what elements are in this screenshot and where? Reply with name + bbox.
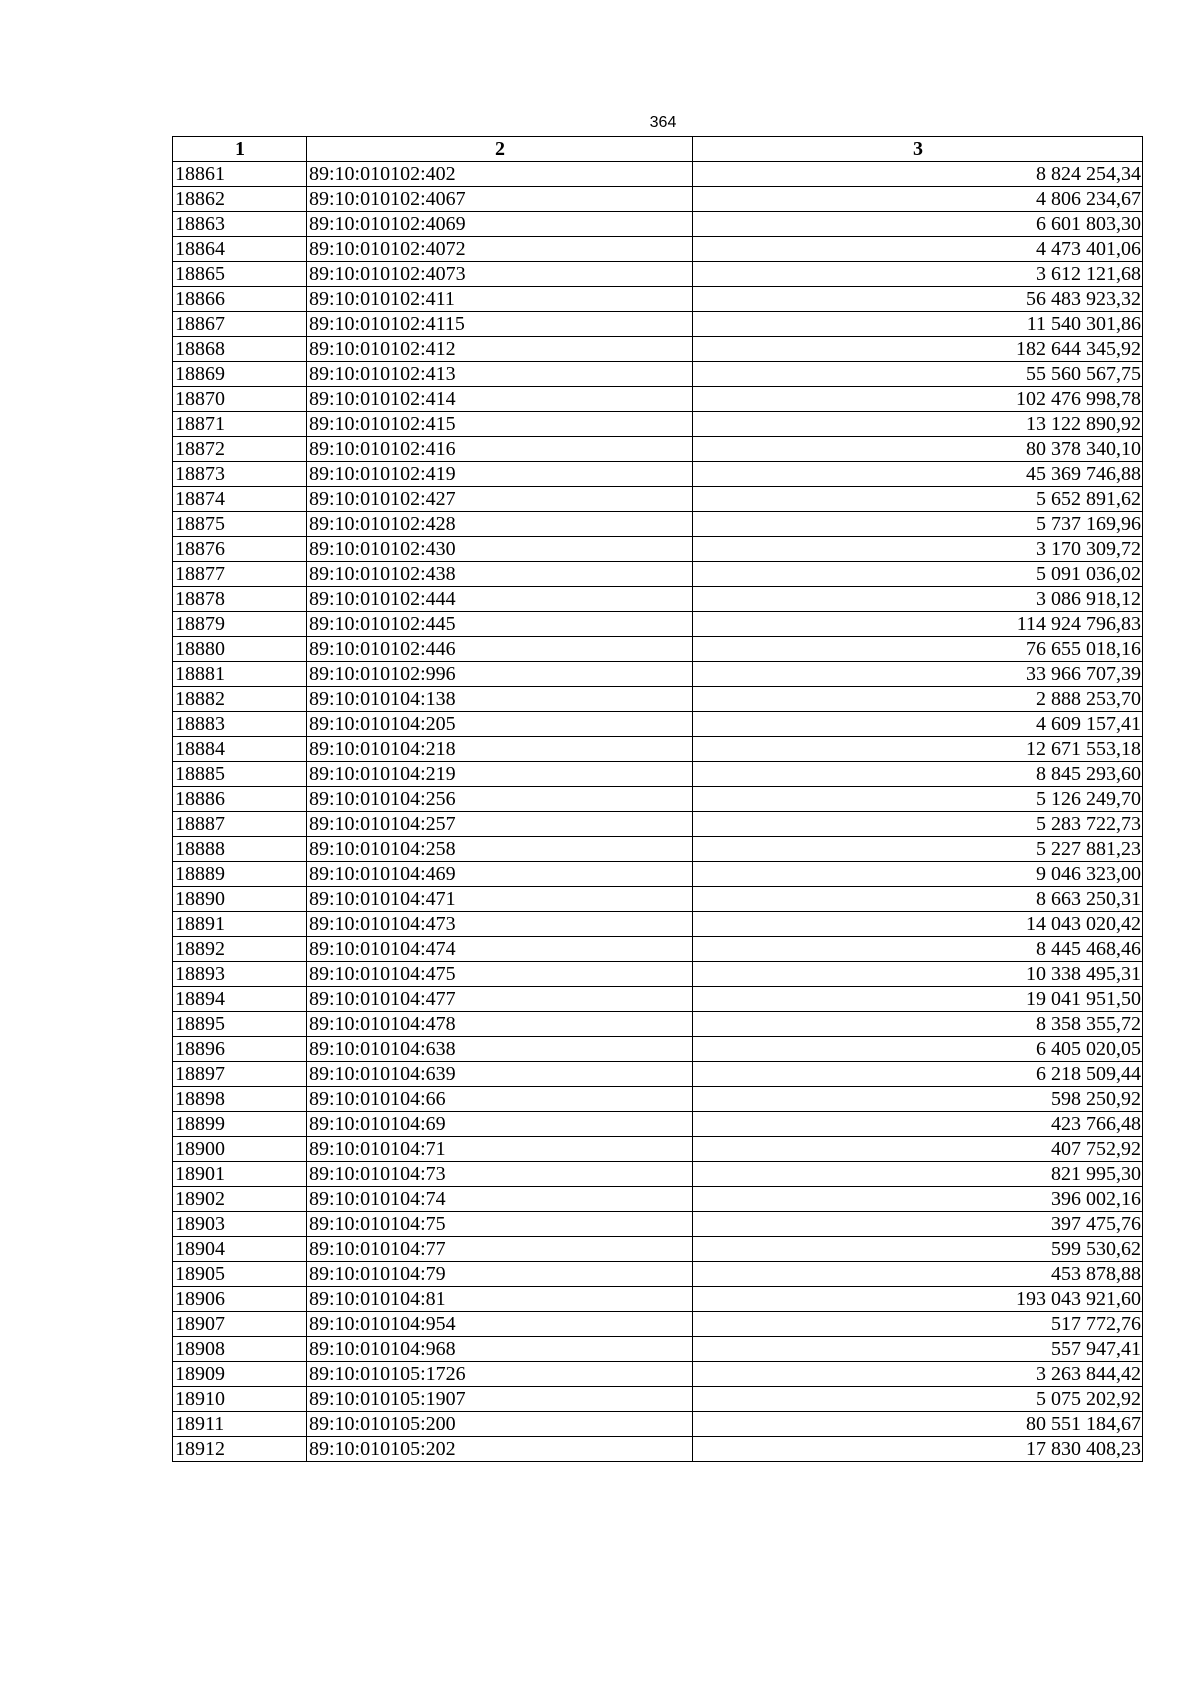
table-row xyxy=(173,1237,1143,1262)
cadastral-number-cell: 89:10:010102:4067 xyxy=(307,187,693,212)
cadastral-number-cell: 89:10:010102:402 xyxy=(307,162,693,187)
row-number-cell: 18897 xyxy=(173,1062,307,1087)
table-row xyxy=(173,762,1143,787)
row-number-cell: 18876 xyxy=(173,537,307,562)
cadastral-number-cell: 89:10:010104:638 xyxy=(307,1037,693,1062)
value-cell: 80 378 340,10 xyxy=(693,437,1143,462)
table-row xyxy=(173,612,1143,637)
table-row xyxy=(173,687,1143,712)
table-row xyxy=(173,1362,1143,1387)
value-cell: 423 766,48 xyxy=(693,1112,1143,1137)
cadastral-number-cell: 89:10:010104:79 xyxy=(307,1262,693,1287)
row-number-cell: 18901 xyxy=(173,1162,307,1187)
table-row xyxy=(173,912,1143,937)
table-row xyxy=(173,737,1143,762)
cadastral-number-cell: 89:10:010104:258 xyxy=(307,837,693,862)
cadastral-number-cell: 89:10:010102:413 xyxy=(307,362,693,387)
row-number-cell: 18910 xyxy=(173,1387,307,1412)
table-row xyxy=(173,312,1143,337)
row-number-cell: 18869 xyxy=(173,362,307,387)
value-cell: 5 126 249,70 xyxy=(693,787,1143,812)
cadastral-number-cell: 89:10:010102:4069 xyxy=(307,212,693,237)
table-row xyxy=(173,1062,1143,1087)
value-cell: 13 122 890,92 xyxy=(693,412,1143,437)
table-row xyxy=(173,862,1143,887)
value-cell: 6 601 803,30 xyxy=(693,212,1143,237)
cadastral-number-cell: 89:10:010104:77 xyxy=(307,1237,693,1262)
value-cell: 598 250,92 xyxy=(693,1087,1143,1112)
value-cell: 8 663 250,31 xyxy=(693,887,1143,912)
row-number-cell: 18877 xyxy=(173,562,307,587)
table-row xyxy=(173,837,1143,862)
cadastral-number-cell: 89:10:010105:200 xyxy=(307,1412,693,1437)
row-number-cell: 18886 xyxy=(173,787,307,812)
column-header-3: 3 xyxy=(693,137,1143,162)
value-cell: 14 043 020,42 xyxy=(693,912,1143,937)
table-row xyxy=(173,1212,1143,1237)
value-cell: 19 041 951,50 xyxy=(693,987,1143,1012)
value-cell: 599 530,62 xyxy=(693,1237,1143,1262)
row-number-cell: 18863 xyxy=(173,212,307,237)
cadastral-number-cell: 89:10:010102:446 xyxy=(307,637,693,662)
row-number-cell: 18888 xyxy=(173,837,307,862)
value-cell: 8 824 254,34 xyxy=(693,162,1143,187)
cadastral-number-cell: 89:10:010104:74 xyxy=(307,1187,693,1212)
row-number-cell: 18893 xyxy=(173,962,307,987)
table-row xyxy=(173,187,1143,212)
value-cell: 453 878,88 xyxy=(693,1262,1143,1287)
cadastral-number-cell: 89:10:010102:427 xyxy=(307,487,693,512)
table-row xyxy=(173,1012,1143,1037)
row-number-cell: 18885 xyxy=(173,762,307,787)
cadastral-number-cell: 89:10:010102:996 xyxy=(307,662,693,687)
cadastral-number-cell: 89:10:010102:415 xyxy=(307,412,693,437)
row-number-cell: 18909 xyxy=(173,1362,307,1387)
table-row xyxy=(173,662,1143,687)
cadastral-number-cell: 89:10:010104:954 xyxy=(307,1312,693,1337)
row-number-cell: 18912 xyxy=(173,1437,307,1462)
cadastral-number-cell: 89:10:010104:138 xyxy=(307,687,693,712)
value-cell: 5 652 891,62 xyxy=(693,487,1143,512)
table-row xyxy=(173,537,1143,562)
value-cell: 3 086 918,12 xyxy=(693,587,1143,612)
cadastral-value-table xyxy=(172,136,1143,1462)
row-number-cell: 18906 xyxy=(173,1287,307,1312)
value-cell: 5 283 722,73 xyxy=(693,812,1143,837)
row-number-cell: 18878 xyxy=(173,587,307,612)
value-cell: 56 483 923,32 xyxy=(693,287,1143,312)
row-number-cell: 18879 xyxy=(173,612,307,637)
cadastral-number-cell: 89:10:010104:71 xyxy=(307,1137,693,1162)
row-number-cell: 18902 xyxy=(173,1187,307,1212)
value-cell: 557 947,41 xyxy=(693,1337,1143,1362)
row-number-cell: 18873 xyxy=(173,462,307,487)
table-header-row xyxy=(173,137,1143,162)
table-row xyxy=(173,362,1143,387)
row-number-cell: 18884 xyxy=(173,737,307,762)
table-row xyxy=(173,262,1143,287)
row-number-cell: 18911 xyxy=(173,1412,307,1437)
table-row xyxy=(173,812,1143,837)
table-row xyxy=(173,462,1143,487)
value-cell: 3 263 844,42 xyxy=(693,1362,1143,1387)
row-number-cell: 18898 xyxy=(173,1087,307,1112)
cadastral-number-cell: 89:10:010102:419 xyxy=(307,462,693,487)
table-row xyxy=(173,962,1143,987)
value-cell: 102 476 998,78 xyxy=(693,387,1143,412)
cadastral-number-cell: 89:10:010104:81 xyxy=(307,1287,693,1312)
row-number-cell: 18892 xyxy=(173,937,307,962)
table-row xyxy=(173,412,1143,437)
value-cell: 45 369 746,88 xyxy=(693,462,1143,487)
cadastral-number-cell: 89:10:010104:475 xyxy=(307,962,693,987)
value-cell: 4 473 401,06 xyxy=(693,237,1143,262)
table-row xyxy=(173,1137,1143,1162)
value-cell: 6 405 020,05 xyxy=(693,1037,1143,1062)
value-cell: 6 218 509,44 xyxy=(693,1062,1143,1087)
value-cell: 76 655 018,16 xyxy=(693,637,1143,662)
cadastral-number-cell: 89:10:010104:256 xyxy=(307,787,693,812)
table-row xyxy=(173,787,1143,812)
value-cell: 2 888 253,70 xyxy=(693,687,1143,712)
cadastral-number-cell: 89:10:010102:411 xyxy=(307,287,693,312)
cadastral-number-cell: 89:10:010104:477 xyxy=(307,987,693,1012)
cadastral-number-cell: 89:10:010102:4115 xyxy=(307,312,693,337)
value-cell: 5 075 202,92 xyxy=(693,1387,1143,1412)
table-row xyxy=(173,1437,1143,1462)
cadastral-number-cell: 89:10:010102:438 xyxy=(307,562,693,587)
row-number-cell: 18887 xyxy=(173,812,307,837)
row-number-cell: 18894 xyxy=(173,987,307,1012)
cadastral-number-cell: 89:10:010102:430 xyxy=(307,537,693,562)
cadastral-number-cell: 89:10:010104:73 xyxy=(307,1162,693,1187)
table-row xyxy=(173,587,1143,612)
table-row xyxy=(173,287,1143,312)
cadastral-number-cell: 89:10:010104:471 xyxy=(307,887,693,912)
cadastral-number-cell: 89:10:010105:202 xyxy=(307,1437,693,1462)
cadastral-number-cell: 89:10:010104:473 xyxy=(307,912,693,937)
table-row xyxy=(173,212,1143,237)
row-number-cell: 18883 xyxy=(173,712,307,737)
table-row xyxy=(173,937,1143,962)
row-number-cell: 18905 xyxy=(173,1262,307,1287)
cadastral-number-cell: 89:10:010104:218 xyxy=(307,737,693,762)
table-row xyxy=(173,237,1143,262)
row-number-cell: 18890 xyxy=(173,887,307,912)
cadastral-number-cell: 89:10:010102:4072 xyxy=(307,237,693,262)
value-cell: 3 170 309,72 xyxy=(693,537,1143,562)
table-row xyxy=(173,987,1143,1012)
value-cell: 5 091 036,02 xyxy=(693,562,1143,587)
row-number-cell: 18874 xyxy=(173,487,307,512)
value-cell: 11 540 301,86 xyxy=(693,312,1143,337)
value-cell: 80 551 184,67 xyxy=(693,1412,1143,1437)
value-cell: 397 475,76 xyxy=(693,1212,1143,1237)
row-number-cell: 18891 xyxy=(173,912,307,937)
table-row xyxy=(173,887,1143,912)
value-cell: 407 752,92 xyxy=(693,1137,1143,1162)
cadastral-number-cell: 89:10:010104:66 xyxy=(307,1087,693,1112)
value-cell: 182 644 345,92 xyxy=(693,337,1143,362)
value-cell: 55 560 567,75 xyxy=(693,362,1143,387)
cadastral-number-cell: 89:10:010104:257 xyxy=(307,812,693,837)
cadastral-number-cell: 89:10:010102:428 xyxy=(307,512,693,537)
cadastral-number-cell: 89:10:010102:414 xyxy=(307,387,693,412)
row-number-cell: 18903 xyxy=(173,1212,307,1237)
table-row xyxy=(173,162,1143,187)
table-row xyxy=(173,1312,1143,1337)
row-number-cell: 18872 xyxy=(173,437,307,462)
value-cell: 8 358 355,72 xyxy=(693,1012,1143,1037)
row-number-cell: 18880 xyxy=(173,637,307,662)
value-cell: 193 043 921,60 xyxy=(693,1287,1143,1312)
row-number-cell: 18868 xyxy=(173,337,307,362)
row-number-cell: 18895 xyxy=(173,1012,307,1037)
value-cell: 8 845 293,60 xyxy=(693,762,1143,787)
row-number-cell: 18861 xyxy=(173,162,307,187)
value-cell: 8 445 468,46 xyxy=(693,937,1143,962)
row-number-cell: 18882 xyxy=(173,687,307,712)
value-cell: 5 227 881,23 xyxy=(693,837,1143,862)
value-cell: 10 338 495,31 xyxy=(693,962,1143,987)
cadastral-number-cell: 89:10:010104:469 xyxy=(307,862,693,887)
cadastral-number-cell: 89:10:010104:478 xyxy=(307,1012,693,1037)
table-row xyxy=(173,387,1143,412)
value-cell: 4 609 157,41 xyxy=(693,712,1143,737)
row-number-cell: 18881 xyxy=(173,662,307,687)
cadastral-number-cell: 89:10:010105:1726 xyxy=(307,1362,693,1387)
row-number-cell: 18889 xyxy=(173,862,307,887)
table-row xyxy=(173,1337,1143,1362)
table-row xyxy=(173,1087,1143,1112)
table-row xyxy=(173,512,1143,537)
row-number-cell: 18862 xyxy=(173,187,307,212)
value-cell: 3 612 121,68 xyxy=(693,262,1143,287)
table-row xyxy=(173,1387,1143,1412)
value-cell: 5 737 169,96 xyxy=(693,512,1143,537)
column-header-2: 2 xyxy=(307,137,693,162)
column-header-1: 1 xyxy=(173,137,307,162)
row-number-cell: 18896 xyxy=(173,1037,307,1062)
value-cell: 9 046 323,00 xyxy=(693,862,1143,887)
table-row xyxy=(173,1287,1143,1312)
cadastral-number-cell: 89:10:010102:4073 xyxy=(307,262,693,287)
row-number-cell: 18875 xyxy=(173,512,307,537)
table-row xyxy=(173,487,1143,512)
row-number-cell: 18866 xyxy=(173,287,307,312)
table-row xyxy=(173,562,1143,587)
table-row xyxy=(173,712,1143,737)
cadastral-number-cell: 89:10:010102:412 xyxy=(307,337,693,362)
value-cell: 17 830 408,23 xyxy=(693,1437,1143,1462)
row-number-cell: 18904 xyxy=(173,1237,307,1262)
cadastral-number-cell: 89:10:010104:639 xyxy=(307,1062,693,1087)
table-row xyxy=(173,1162,1143,1187)
cadastral-number-cell: 89:10:010102:444 xyxy=(307,587,693,612)
cadastral-number-cell: 89:10:010104:205 xyxy=(307,712,693,737)
table-row xyxy=(173,637,1143,662)
value-cell: 33 966 707,39 xyxy=(693,662,1143,687)
table-row xyxy=(173,1412,1143,1437)
row-number-cell: 18908 xyxy=(173,1337,307,1362)
table-row xyxy=(173,437,1143,462)
table-body xyxy=(173,162,1143,1462)
value-cell: 4 806 234,67 xyxy=(693,187,1143,212)
cadastral-number-cell: 89:10:010104:219 xyxy=(307,762,693,787)
cadastral-number-cell: 89:10:010104:69 xyxy=(307,1112,693,1137)
row-number-cell: 18871 xyxy=(173,412,307,437)
cadastral-number-cell: 89:10:010102:416 xyxy=(307,437,693,462)
value-cell: 517 772,76 xyxy=(693,1312,1143,1337)
row-number-cell: 18865 xyxy=(173,262,307,287)
cadastral-number-cell: 89:10:010104:474 xyxy=(307,937,693,962)
value-cell: 12 671 553,18 xyxy=(693,737,1143,762)
row-number-cell: 18864 xyxy=(173,237,307,262)
row-number-cell: 18900 xyxy=(173,1137,307,1162)
cadastral-number-cell: 89:10:010102:445 xyxy=(307,612,693,637)
table-row xyxy=(173,1112,1143,1137)
cadastral-number-cell: 89:10:010104:75 xyxy=(307,1212,693,1237)
row-number-cell: 18867 xyxy=(173,312,307,337)
cadastral-number-cell: 89:10:010104:968 xyxy=(307,1337,693,1362)
row-number-cell: 18899 xyxy=(173,1112,307,1137)
table-row xyxy=(173,1187,1143,1212)
page-number: 364 xyxy=(649,114,677,131)
value-cell: 396 002,16 xyxy=(693,1187,1143,1212)
value-cell: 821 995,30 xyxy=(693,1162,1143,1187)
row-number-cell: 18907 xyxy=(173,1312,307,1337)
row-number-cell: 18870 xyxy=(173,387,307,412)
value-cell: 114 924 796,83 xyxy=(693,612,1143,637)
table-row xyxy=(173,1262,1143,1287)
table-row xyxy=(173,337,1143,362)
table-row xyxy=(173,1037,1143,1062)
cadastral-number-cell: 89:10:010105:1907 xyxy=(307,1387,693,1412)
